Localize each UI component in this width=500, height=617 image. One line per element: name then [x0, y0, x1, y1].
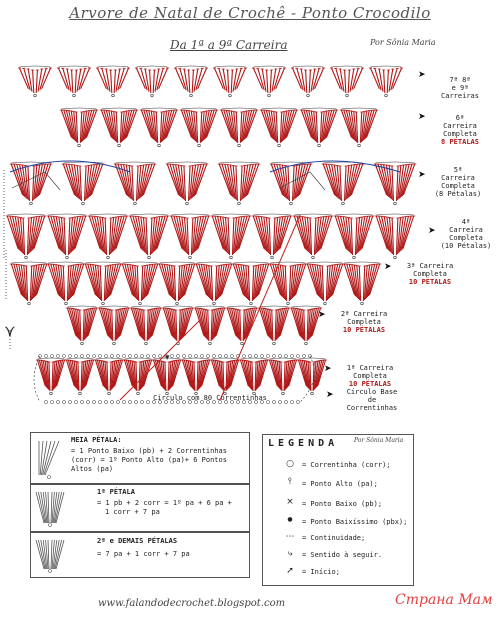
other-petals-text: = 7 pa + 1 corr + 7 pa — [97, 550, 190, 558]
row-label-line: 2ª Carreira — [340, 310, 388, 318]
petal — [226, 306, 258, 345]
row-label-line: Completa — [347, 318, 381, 326]
petal — [258, 306, 290, 345]
row-label-line: Completa — [441, 182, 475, 190]
petal — [65, 358, 95, 395]
petal — [181, 358, 211, 395]
row-label-line: 10 PÉTALAS — [348, 380, 392, 388]
first-petal-box — [30, 484, 250, 532]
row-label-line: Completa — [353, 372, 387, 380]
row-label-line: Carreira — [443, 122, 477, 130]
first-petal-diagram — [35, 487, 65, 527]
first-petal-title: 1ª PÉTALA — [97, 488, 135, 496]
legend-item-text: = Início; — [302, 568, 340, 576]
legend-item-text: = Ponto Baixíssimo (pbx); — [302, 518, 408, 526]
petal — [88, 214, 128, 259]
petal — [47, 262, 85, 305]
petal — [174, 66, 208, 97]
petal — [211, 214, 251, 259]
row-label-line: 10 PÉTALAS — [408, 278, 452, 286]
petal — [270, 162, 313, 205]
half-petal-text: = 1 Ponto Baixo (pb) + 2 Correntinhas (corr) = 1º Ponto Alto (pa)+ 6 Pontos Altos (pa) — [71, 447, 227, 473]
legend-item-text: = Ponto Baixo (pb); — [302, 500, 383, 508]
petal — [195, 262, 233, 305]
first-petal-text: = 1 pb + 2 corr = 1º pa + 6 pa + — [97, 499, 232, 507]
base-label-line: Círculo Base — [346, 388, 398, 396]
petal — [140, 108, 178, 147]
row-label-line: Carreira — [449, 226, 483, 234]
petal — [334, 214, 374, 259]
source-url: www.falandodecrochet.blogspot.com — [98, 598, 286, 609]
petal — [239, 358, 269, 395]
row-label-3 — [398, 262, 462, 286]
row-label-line: Completa — [449, 234, 483, 242]
petal — [57, 66, 91, 97]
base-label-line: Correntinhas — [346, 404, 398, 412]
petal — [291, 66, 325, 97]
petal — [374, 162, 417, 205]
petal — [343, 262, 381, 305]
petal — [6, 214, 46, 259]
petal — [260, 108, 298, 147]
row-label-6 — [430, 114, 490, 146]
petal — [129, 214, 169, 259]
petal — [269, 262, 307, 305]
row-label-line: Completa — [413, 270, 447, 278]
petal — [218, 162, 261, 205]
arrow-icon: ➤ — [428, 226, 436, 236]
row-label-line: 1ª Carreira — [346, 364, 394, 372]
start-arrow-icon: ➚ — [286, 566, 294, 576]
petal — [135, 66, 169, 97]
row-label-7-9 — [430, 76, 490, 100]
petal — [62, 162, 105, 205]
base-label — [340, 388, 404, 412]
row-label-line: Carreira — [441, 174, 475, 182]
arrow-icon: ➤ — [418, 112, 426, 122]
treble-icon: ⫯ — [288, 477, 292, 487]
row-label-line: 3ª Carreira — [406, 262, 454, 270]
row-label-line: Carreiras — [441, 92, 479, 100]
arrow-icon: ➤ — [384, 262, 392, 272]
row-label-1 — [338, 364, 402, 388]
diagram-title: Arvore de Natal de Crochê - Ponto Crocodilo — [69, 4, 431, 22]
row-label-line: Completa — [443, 130, 477, 138]
petal — [94, 358, 124, 395]
petal — [18, 66, 52, 97]
other-petals-box — [30, 532, 250, 578]
other-petal-diagram — [35, 535, 65, 573]
row-label-line: 7ª 8ª — [449, 76, 471, 84]
arrow-icon: ➤ — [418, 70, 426, 80]
petal — [170, 214, 210, 259]
petal — [36, 358, 66, 395]
petal — [375, 214, 415, 259]
half-petal-title: MEIA PÉTALA: — [71, 436, 122, 444]
petal — [220, 108, 258, 147]
petal — [166, 162, 209, 205]
diagram-subtitle: Da 1ª a 9ª Carreira — [170, 38, 288, 52]
legend-item-text: = Ponto Alto (pa); — [302, 480, 378, 488]
other-petals-title: 2ª e DEMAIS PÉTALAS — [97, 537, 178, 545]
petal — [300, 108, 338, 147]
row-label-line: (8 Pétalas) — [434, 190, 482, 198]
arrow-icon: ➤ — [318, 310, 326, 320]
petal — [268, 358, 298, 395]
petal — [180, 108, 218, 147]
petal — [293, 214, 333, 259]
legend-item-text: = Sentido à seguir. — [302, 551, 383, 559]
petal — [330, 66, 364, 97]
start-marker-icon: ▾ — [165, 353, 170, 363]
petal — [66, 306, 98, 345]
single-crochet-icon: × — [286, 497, 294, 507]
petal — [84, 262, 122, 305]
petal — [194, 306, 226, 345]
row-label-line: 8 PÉTALAS — [441, 138, 479, 146]
petal — [10, 262, 48, 305]
chain-icon: ○ — [286, 459, 294, 469]
watermark: Страна Мам — [395, 592, 493, 608]
petal — [252, 214, 292, 259]
legend-item-text: = Continuidade; — [302, 534, 366, 542]
petal — [123, 358, 153, 395]
legend-author: Por Sônia Maria — [354, 437, 404, 444]
base-label-line: de — [367, 396, 377, 404]
petal — [121, 262, 159, 305]
legend-title: LEGENDA — [268, 438, 339, 449]
petal — [98, 306, 130, 345]
petal — [100, 108, 138, 147]
first-petal-text: 1 corr + 7 pa — [105, 508, 160, 516]
petal — [158, 262, 196, 305]
row-label-line: 6ª — [455, 114, 465, 122]
row-label-line: e 9ª — [451, 84, 469, 92]
petal — [369, 66, 403, 97]
arrow-icon: ➤ — [324, 364, 332, 374]
row-label-5 — [428, 166, 488, 198]
petal — [60, 108, 98, 147]
continuity-icon: ⋯ — [285, 532, 295, 542]
petal — [10, 162, 53, 205]
petal — [213, 66, 247, 97]
half-petal-diagram — [35, 435, 63, 479]
petal — [322, 162, 365, 205]
direction-arcs — [10, 161, 400, 190]
slip-stitch-icon: ● — [287, 516, 293, 523]
petal — [252, 66, 286, 97]
arrow-icon: ➤ — [326, 390, 334, 400]
petal — [47, 214, 87, 259]
legend-box — [262, 434, 414, 586]
half-petal-box — [30, 432, 250, 484]
direction-icon: ⤷ — [287, 549, 293, 559]
petal — [162, 306, 194, 345]
start-arrow-icon: ⋎ — [4, 321, 16, 340]
row-label-line: (10 Pétalas) — [440, 242, 492, 250]
petal — [297, 358, 327, 395]
arrow-icon: ➤ — [418, 170, 426, 180]
legend-item-text: = Correntinha (corr); — [302, 461, 391, 469]
petal — [96, 66, 130, 97]
petal — [130, 306, 162, 345]
row-label-line: 10 PÉTALAS — [342, 326, 386, 334]
row-label-line: 5ª — [453, 166, 463, 174]
row-label-2 — [332, 310, 396, 334]
petal — [340, 108, 378, 147]
author-credit: Por Sônia Maria — [370, 38, 436, 47]
petal — [306, 262, 344, 305]
row-label-4 — [436, 218, 496, 250]
row-label-line: 4ª — [461, 218, 471, 226]
circle-label: Círculo com 80 Correntinhas — [153, 394, 267, 402]
